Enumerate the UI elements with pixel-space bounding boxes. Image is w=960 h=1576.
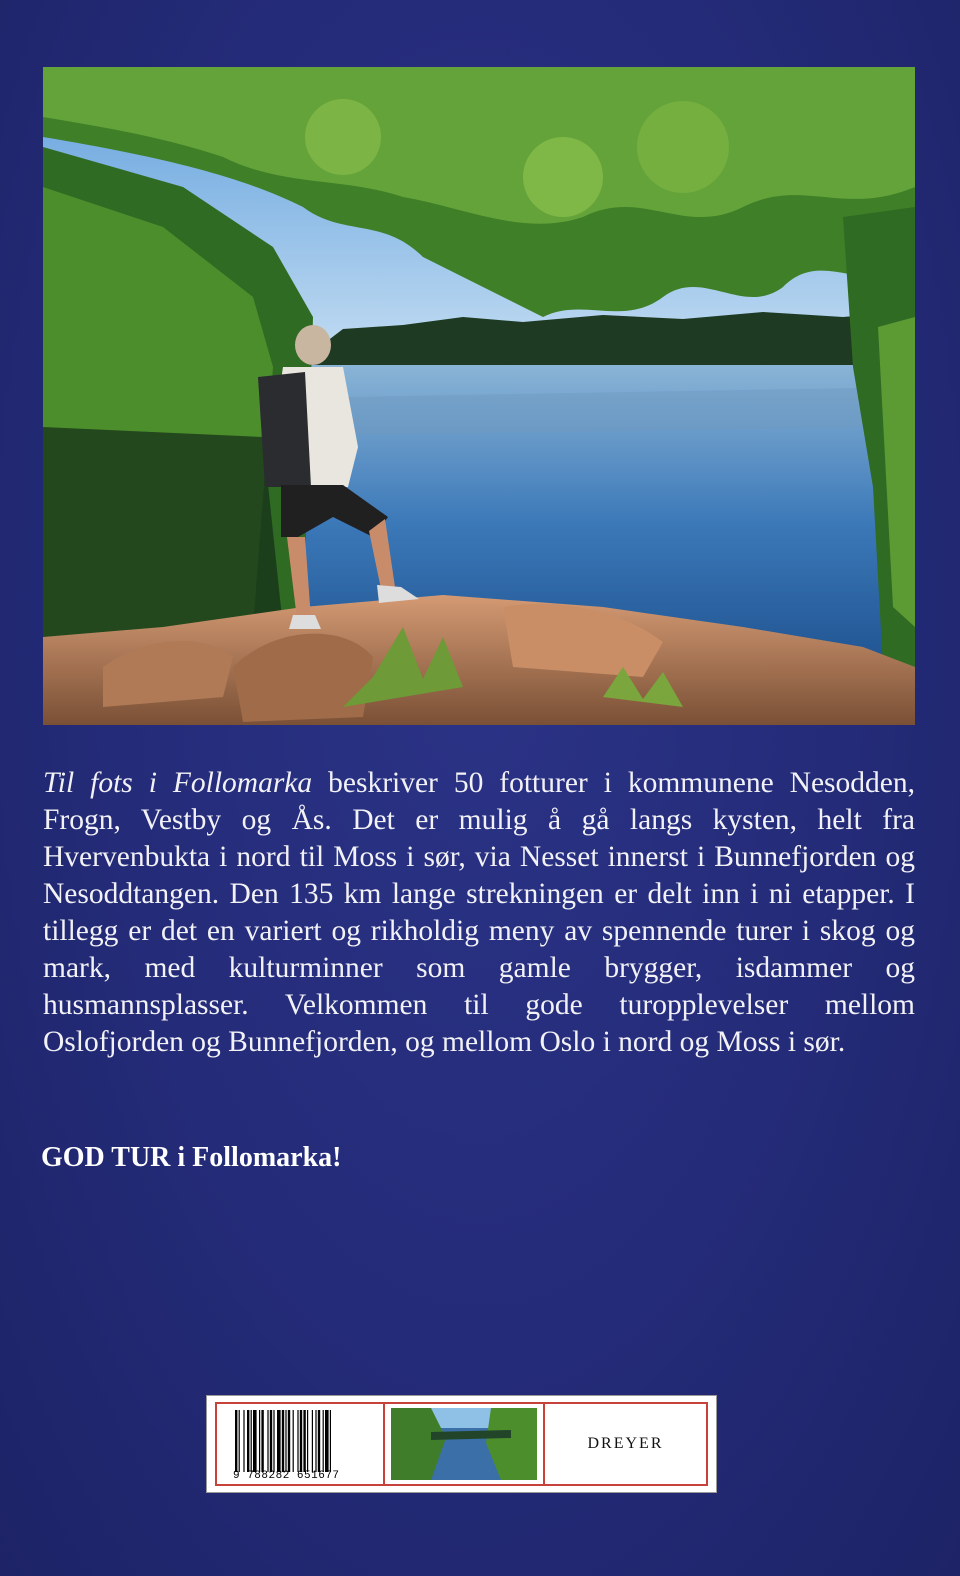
barcode-cell: [217, 1404, 385, 1484]
publisher-cell: [545, 1404, 706, 1484]
book-description: [43, 765, 915, 1061]
thumbnail-photo: [391, 1408, 537, 1480]
footer-frame: [215, 1402, 708, 1486]
description-text: beskriver 50 fotturer i kommunene Nesodden, Frogn, Vestby og Ås. Det er mulig å gå langs kysten, helt fra Hvervenbukta i nord til Moss i sør, via Nesset innerst i Bunnefjorden og Nesoddtangen. Den 135 km lange strekningen er delt inn i ni etapper. I tillegg er det en variert og rikholdig meny av spennende turer i skog og mark, med kulturminner som gamle brygger, isdammer og husmannsplasser. Velkommen til gode turopplevelser mellom Oslofjorden og Bunnefjorden, og mellom Oslo i nord og Moss i sør.: [43, 767, 915, 1058]
thumbnail-cell: [385, 1404, 545, 1484]
barcode-icon: [235, 1410, 363, 1472]
publisher-name: DREYER: [587, 1435, 664, 1452]
isbn-digits: 9 788282 651677: [233, 1470, 340, 1482]
slogan: GOD TUR i Follomarka!: [41, 1142, 342, 1173]
cover-photo: [43, 67, 915, 725]
back-cover-footer: [206, 1395, 717, 1493]
book-title: Til fots i Follomarka: [43, 767, 313, 799]
